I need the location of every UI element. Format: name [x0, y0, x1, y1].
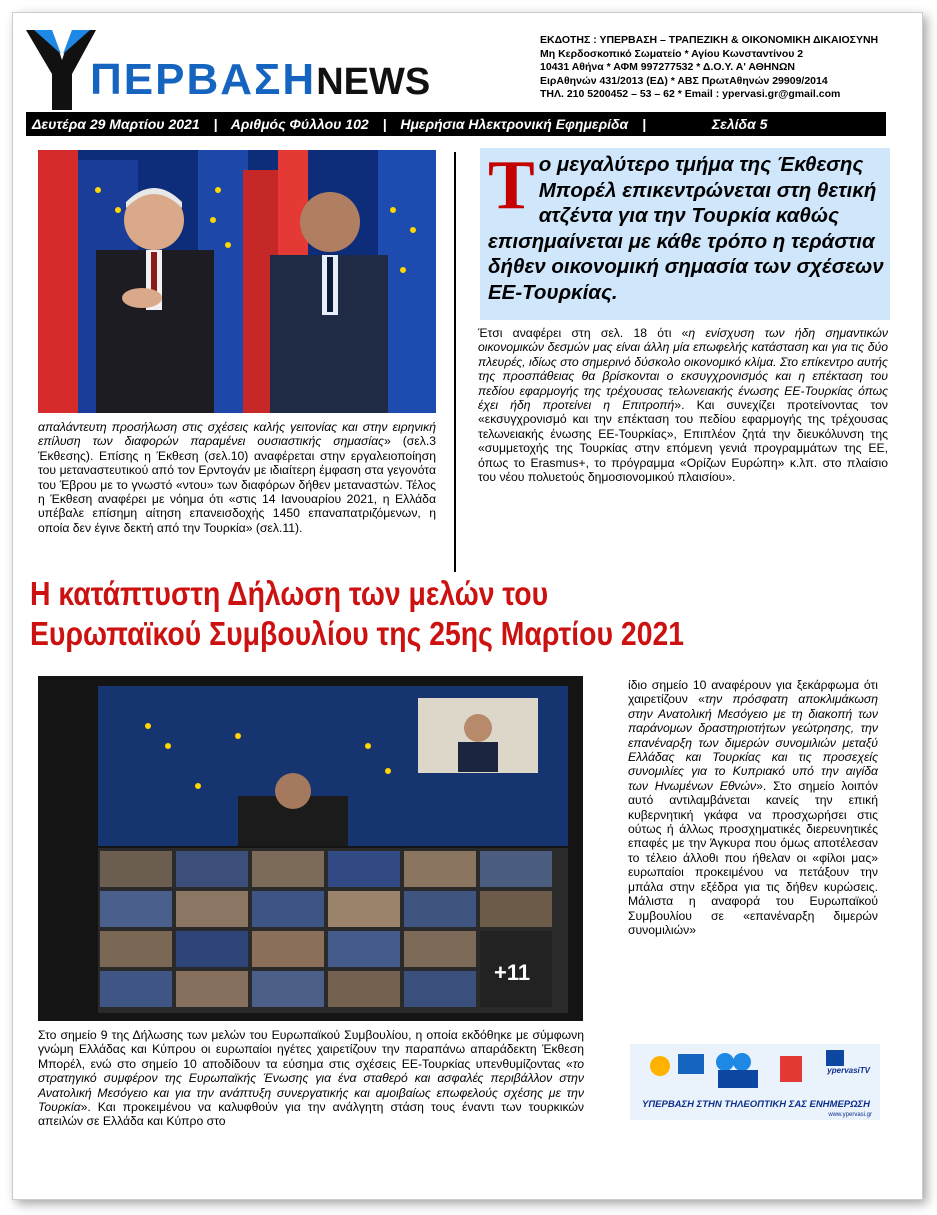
participants-count: +11	[494, 960, 531, 985]
ypervasi-tv-ad[interactable]	[630, 1044, 880, 1120]
bar-separator: |	[213, 116, 218, 132]
publisher-line: ΕιρΑθηνών 431/2013 (ΕΔ) * ΑΒΣ ΠρωτΑθηνών 29909/2014	[540, 74, 828, 87]
logo-y-mark	[26, 30, 96, 110]
video-conference-photo	[38, 676, 583, 1021]
publisher-line: ΕΚΔΟΤΗΣ : ΥΠΕΡΒΑΣΗ – ΤΡΑΠΕΖΙΚΗ & ΟΙΚΟΝΟΜΙΚΗ ΔΙΚΑΙΟΣΥΝΗ	[540, 34, 879, 46]
bottom-body-rest: ». Και προκειμένου να καλυφθούν για την ανάλγητη στάση τους έναντι των τουρκικών απειλών σε Ελλάδα και Κύπρο στο	[38, 1100, 584, 1129]
drop-cap: Τ	[488, 147, 535, 224]
right-body-start: Έτσι αναφέρει στη σελ. 18 ότι «	[478, 326, 689, 340]
publisher-line: ΤΗΛ. 210 5200452 – 53 – 62 * Email : ypervasi.gr@gmail.com	[540, 88, 841, 101]
bar-separator: |	[382, 116, 387, 132]
issue-bar	[26, 112, 886, 136]
issue-number: Αριθμός Φύλλου 102	[230, 116, 369, 132]
bottom-body-start: Στο σημείο 9 της Δήλωσης των μελών του Ευρωπαϊκού Συμβουλίου, η οποία εκδόθηκε με σύμφωνη γνώμη Ελλάδας και Κύπρου οι ευρωπαίοι ηγέτες χαιρετίζουν την παραπάνω απαράδεκτη Έκθεση Μπορέλ, ενώ στο σημείο 10 αποδίδουν τα εύσημα στις σχέσεις ΕΕ-Τουρκίας υπενθυμίζοντας «	[38, 1028, 584, 1071]
bottom-italic-quote: το στρατηγικό συμφέρον της Ευρωπαϊκής Ένωσης για ένα σταθερό και ασφαλές περιβάλλον στην Ανατολική Μεσόγειο και για την ανάπτυξη συνεργατικής και αμοιβαίως επωφελούς σχέσης με την Τουρκία	[38, 1056, 584, 1115]
headline-line: Η κατάπτυστη Δήλωση των μελών του	[30, 575, 549, 612]
col3-italic-quote: την πρόσφατη αποκλιμάκωση στην Ανατολική Μεσόγειο με τη διακοπή των παράνομων δραστηριοτήτων γεώτρησης, την επανέναρξη των διμερών συνομιλιών μεταξύ Ελλάδας και Τουρκίας και τις προσεχείς συνομιλίες για το Κυπριακό υπό την αιγίδα των Ηνωμένων Εθνών	[628, 692, 878, 793]
ad-url: www.ypervasi.gr	[828, 1112, 872, 1118]
ad-caption: ΥΠΕΡΒΑΣΗ ΣΤΗΝ ΤΗΛΕΟΠΤΙΚΗ ΣΑΣ ΕΝΗΜΕΡΩΣΗ	[641, 1099, 871, 1110]
logo-main-text: ΠΕΡΒΑΣΗ	[90, 55, 317, 104]
logo-wordmark	[90, 52, 430, 110]
column-rule	[454, 152, 456, 572]
page-number: Σελίδα 5	[711, 116, 768, 132]
masthead-logo	[26, 30, 504, 110]
right-column-text	[478, 326, 888, 484]
right-italic-quote: η ενίσχυση των ήδη σημαντικών οικονομικών δεσμών μας είναι άλλη μία επωφελής κατάσταση και για τις δύο πλευρές, ιδίως στο σημερινό δύσκολο οικονομικό κλίμα. Στο επίκεντρο αυτής της προσπάθειας θα βρίσκονται ο εκσυγχρονισμός και η επέκταση του πεδίου εφαρμογής της τρέχουσας τελωνειακής ένωσης ΕΕ-Τουρκίας όπως έχει ήδη προτείνει η Επιτροπή	[478, 326, 888, 413]
ad-brand: ypervasiTV	[827, 1066, 870, 1075]
publisher-info	[540, 34, 900, 102]
issue-date: Δευτέρα 29 Μαρτίου 2021	[32, 116, 200, 132]
leaders-photo	[38, 150, 436, 413]
pull-quote-text: ο μεγαλύτερο τμήμα της Έκθεσης Μπορέλ επικεντρώνεται στη θετική ατζέντα για την Τουρκία καθώς επισημαίνεται με κάθε τρόπο η τεράστια δήθεν οικονομική σημασία των σχέσεων ΕΕ-Τουρκίας.	[488, 153, 884, 304]
col3-body-rest: ». Στο σημείο λοιπόν αυτό αντιλαμβάνεται κανείς την επική κυβερνητική γκάφα να προσχωρήσει στις ούτως ή άλλως προσχηματικές διερευνητικές επαφές με την Άγκυρα που όμως αποτέλεσαν το τέλειο άλλοθι που ήθελαν οι «φίλοι μας» ευρωπαίοι προκειμένου να πετάξουν την μπάλα στην εξέδρα για τις δήθεν κυρώσεις. Μάλιστα η αναφορά του Ευρωπαϊκού Συμβουλίου σε «επανέναρξη διμερών συνομιλιών»	[628, 778, 879, 937]
paper-type: Ημερήσια Ηλεκτρονική Εφημερίδα	[400, 116, 629, 132]
left-column-text	[38, 420, 436, 535]
section-headline	[30, 574, 778, 654]
headline-line: Ευρωπαϊκού Συμβουλίου της 25ης Μαρτίου 2021	[30, 615, 685, 652]
third-column-text	[628, 678, 878, 937]
logo-news-text: NEWS	[316, 61, 431, 103]
publisher-line: Μη Κερδοσκοπικό Σωματείο * Αγίου Κωνσταντίνου 2	[540, 47, 804, 60]
left-body: » (σελ.3 Έκθεσης). Επίσης η Έκθεση (σελ.10) αναφέρεται στην εργαλειοποίηση του μεταναστευτικού από τον Ερντογάν με ιδιαίτερη έμφαση στα γεγονότα του Έβρου με το γνωστό «ντου» των διαφόρων δήθεν μεταναστών. Τέλος η Έκθεση αναφέρει με νόημα ότι «στις 14 Ιανουαρίου 2021, η Ελλάδα υπέβαλε επίσημη αίτηση επανεισδοχής 1450 επαναπατριζόμενων, η οποία δεν έγινε δεκτή από την Τουρκία» (σελ.11).	[38, 434, 436, 535]
pull-quote-box	[480, 148, 890, 320]
right-body-rest: ». Και συνεχίζει προτείνοντας τον «εκσυγχρονισμό και την επέκταση του πεδίου εφαρμογής της τρέχουσας τελωνειακής ένωσης ΕΕ-Τουρκίας», Επιπλέον ζητά την διευκόλυνση της «συμμετοχής της Τουρκίας στην επόμενη γενιά προγραμμάτων της ΕΕ, όπως το Erasmus+, το πρόγραμμα «Ορίζων Ευρώπη» κ.λπ. στο πλαίσιο του νέου πολυετούς δημοσιονομικού πλαισίου».	[478, 398, 889, 485]
col3-body-start: ίδιο σημείο 10 αναφέρουν για ξεκάρφωμα ότι χαιρετίζουν «	[628, 678, 878, 707]
left-italic-quote: απαλάντευτη προσήλωση στις σχέσεις καλής γειτονίας και στην ειρηνική επίλυση των διαφορών παραμένει ουσιαστικής σημασίας	[38, 420, 436, 449]
bar-separator: |	[642, 116, 647, 132]
bottom-text	[38, 1028, 584, 1129]
publisher-line: 10431 Αθήνα * ΑΦΜ 997277532 * Δ.Ο.Υ. Α' ΑΘΗΝΩΝ	[540, 61, 795, 74]
